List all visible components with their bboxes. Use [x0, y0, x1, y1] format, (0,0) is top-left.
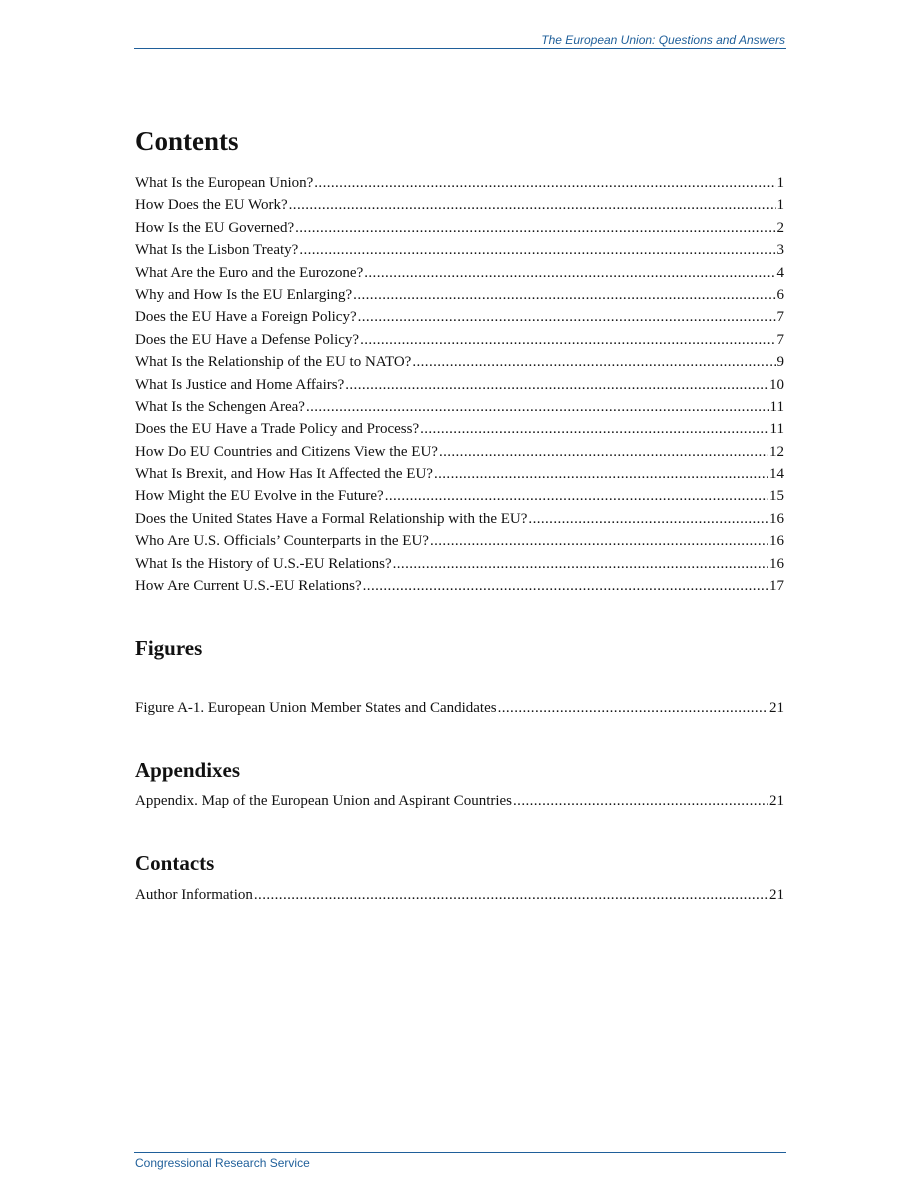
toc-entry-page-number[interactable]: 1	[776, 175, 784, 191]
dot-leader	[513, 790, 768, 812]
dot-leader	[412, 351, 775, 373]
toc-entry-page-number[interactable]: 4	[776, 264, 784, 281]
dot-leader	[364, 262, 775, 284]
toc-entry-title[interactable]: Does the United States Have a Formal Relationship with the EU?	[135, 510, 528, 527]
toc-entry[interactable]	[135, 418, 784, 440]
footer-organization: Congressional Research Service	[135, 1156, 310, 1170]
toc-entry-page-number[interactable]: 10	[769, 376, 784, 393]
toc-entry[interactable]	[135, 575, 784, 597]
page-footer	[134, 1152, 786, 1170]
toc-entry-title[interactable]: How Are Current U.S.-EU Relations?	[135, 578, 362, 595]
toc-entry-page-number[interactable]: 7	[776, 331, 784, 348]
toc-entry[interactable]	[135, 284, 784, 306]
toc-entry-page-number[interactable]: 21	[769, 700, 784, 716]
toc-entry[interactable]	[135, 508, 784, 530]
toc-entry-title[interactable]: How Is the EU Governed?	[135, 219, 295, 236]
toc-entry[interactable]	[135, 441, 784, 463]
toc-entry-title[interactable]: What Is the Relationship of the EU to NATO?	[135, 354, 412, 371]
appendixes-heading: Appendixes	[135, 758, 241, 782]
toc-entry-title[interactable]: Who Are U.S. Officials’ Counterparts in the EU?	[135, 533, 429, 550]
toc-entry[interactable]	[135, 697, 784, 719]
contacts-list	[135, 884, 784, 906]
toc-entry-page-number[interactable]: 9	[776, 354, 784, 371]
toc-entry-page-number[interactable]: 16	[769, 510, 784, 527]
dot-leader	[353, 284, 775, 306]
toc-entry[interactable]	[135, 172, 784, 194]
dot-leader	[295, 217, 775, 239]
toc-entry-title[interactable]: How Does the EU Work?	[135, 197, 288, 214]
toc-entry-page-number[interactable]: 21	[769, 793, 784, 809]
toc-entry[interactable]	[135, 329, 784, 351]
toc-entry[interactable]	[135, 306, 784, 328]
dot-leader	[289, 194, 776, 216]
toc-entry-page-number[interactable]: 21	[769, 887, 784, 903]
toc-entry-title[interactable]: Figure A-1. European Union Member States and Candidates	[135, 700, 497, 716]
appendixes-list	[135, 790, 784, 812]
dot-leader	[306, 396, 769, 418]
running-header-title: The European Union: Questions and Answers	[541, 33, 785, 47]
toc-entry[interactable]	[135, 396, 784, 418]
dot-leader	[434, 463, 768, 485]
toc-entry-page-number[interactable]: 1	[776, 197, 784, 214]
toc-entry-page-number[interactable]: 6	[776, 286, 784, 303]
toc-entry-page-number[interactable]: 3	[776, 242, 784, 259]
toc-entry-page-number[interactable]: 11	[769, 398, 784, 415]
dot-leader	[498, 697, 768, 719]
contacts-heading: Contacts	[135, 851, 215, 875]
dot-leader	[254, 884, 768, 906]
dot-leader	[358, 306, 776, 328]
toc-entry-title[interactable]: What Is the Schengen Area?	[135, 398, 305, 415]
toc-entry[interactable]	[135, 351, 784, 373]
toc-entry-page-number[interactable]: 15	[769, 488, 784, 505]
dot-leader	[420, 418, 768, 440]
dot-leader	[363, 575, 768, 597]
dot-leader	[360, 329, 775, 351]
toc-entry-title[interactable]: How Do EU Countries and Citizens View the EU?	[135, 443, 438, 460]
toc-entry-page-number[interactable]: 2	[776, 219, 784, 236]
toc-entry-title[interactable]: Does the EU Have a Trade Policy and Process?	[135, 421, 420, 438]
toc-entry-page-number[interactable]: 7	[776, 309, 784, 326]
toc-entry-title[interactable]: What Is the Lisbon Treaty?	[135, 242, 299, 259]
toc-entry[interactable]	[135, 262, 784, 284]
toc-entry-page-number[interactable]: 17	[769, 578, 784, 595]
contents-list	[135, 172, 784, 597]
figures-heading: Figures	[135, 636, 203, 660]
dot-leader	[439, 441, 768, 463]
toc-entry-page-number[interactable]: 12	[769, 443, 784, 460]
toc-entry-title[interactable]: What Are the Euro and the Eurozone?	[135, 264, 364, 281]
toc-entry-title[interactable]: What Is Brexit, and How Has It Affected the EU?	[135, 466, 433, 483]
dot-leader	[385, 485, 768, 507]
toc-entry[interactable]	[135, 217, 784, 239]
dot-leader	[528, 508, 768, 530]
toc-entry-title[interactable]: Author Information	[135, 887, 253, 903]
dot-leader	[299, 239, 775, 261]
toc-entry-title[interactable]: How Might the EU Evolve in the Future?	[135, 488, 384, 505]
toc-entry-page-number[interactable]: 16	[769, 555, 784, 572]
figures-list	[135, 697, 784, 719]
toc-entry-title[interactable]: What Is the European Union?	[135, 175, 314, 191]
toc-entry-title[interactable]: What Is the History of U.S.-EU Relations?	[135, 555, 392, 572]
toc-entry-title[interactable]: Why and How Is the EU Enlarging?	[135, 286, 353, 303]
toc-entry[interactable]	[135, 374, 784, 396]
dot-leader	[430, 530, 768, 552]
toc-entry-title[interactable]: Does the EU Have a Defense Policy?	[135, 331, 360, 348]
toc-entry[interactable]	[135, 790, 784, 812]
page-header	[134, 32, 786, 49]
toc-entry[interactable]	[135, 239, 784, 261]
dot-leader	[314, 172, 775, 194]
toc-entry-title[interactable]: Appendix. Map of the European Union and Aspirant Countries	[135, 793, 513, 809]
toc-entry[interactable]	[135, 553, 784, 575]
toc-entry[interactable]	[135, 194, 784, 216]
toc-entry-page-number[interactable]: 16	[769, 533, 784, 550]
toc-entry-page-number[interactable]: 14	[769, 466, 784, 483]
toc-entry-page-number[interactable]: 11	[769, 421, 784, 438]
dot-leader	[393, 553, 768, 575]
toc-entry-title[interactable]: Does the EU Have a Foreign Policy?	[135, 309, 357, 326]
dot-leader	[345, 374, 768, 396]
toc-entry[interactable]	[135, 463, 784, 485]
toc-entry[interactable]	[135, 485, 784, 507]
contents-heading: Contents	[135, 126, 239, 156]
toc-entry[interactable]	[135, 884, 784, 906]
toc-entry[interactable]	[135, 530, 784, 552]
toc-entry-title[interactable]: What Is Justice and Home Affairs?	[135, 376, 345, 393]
